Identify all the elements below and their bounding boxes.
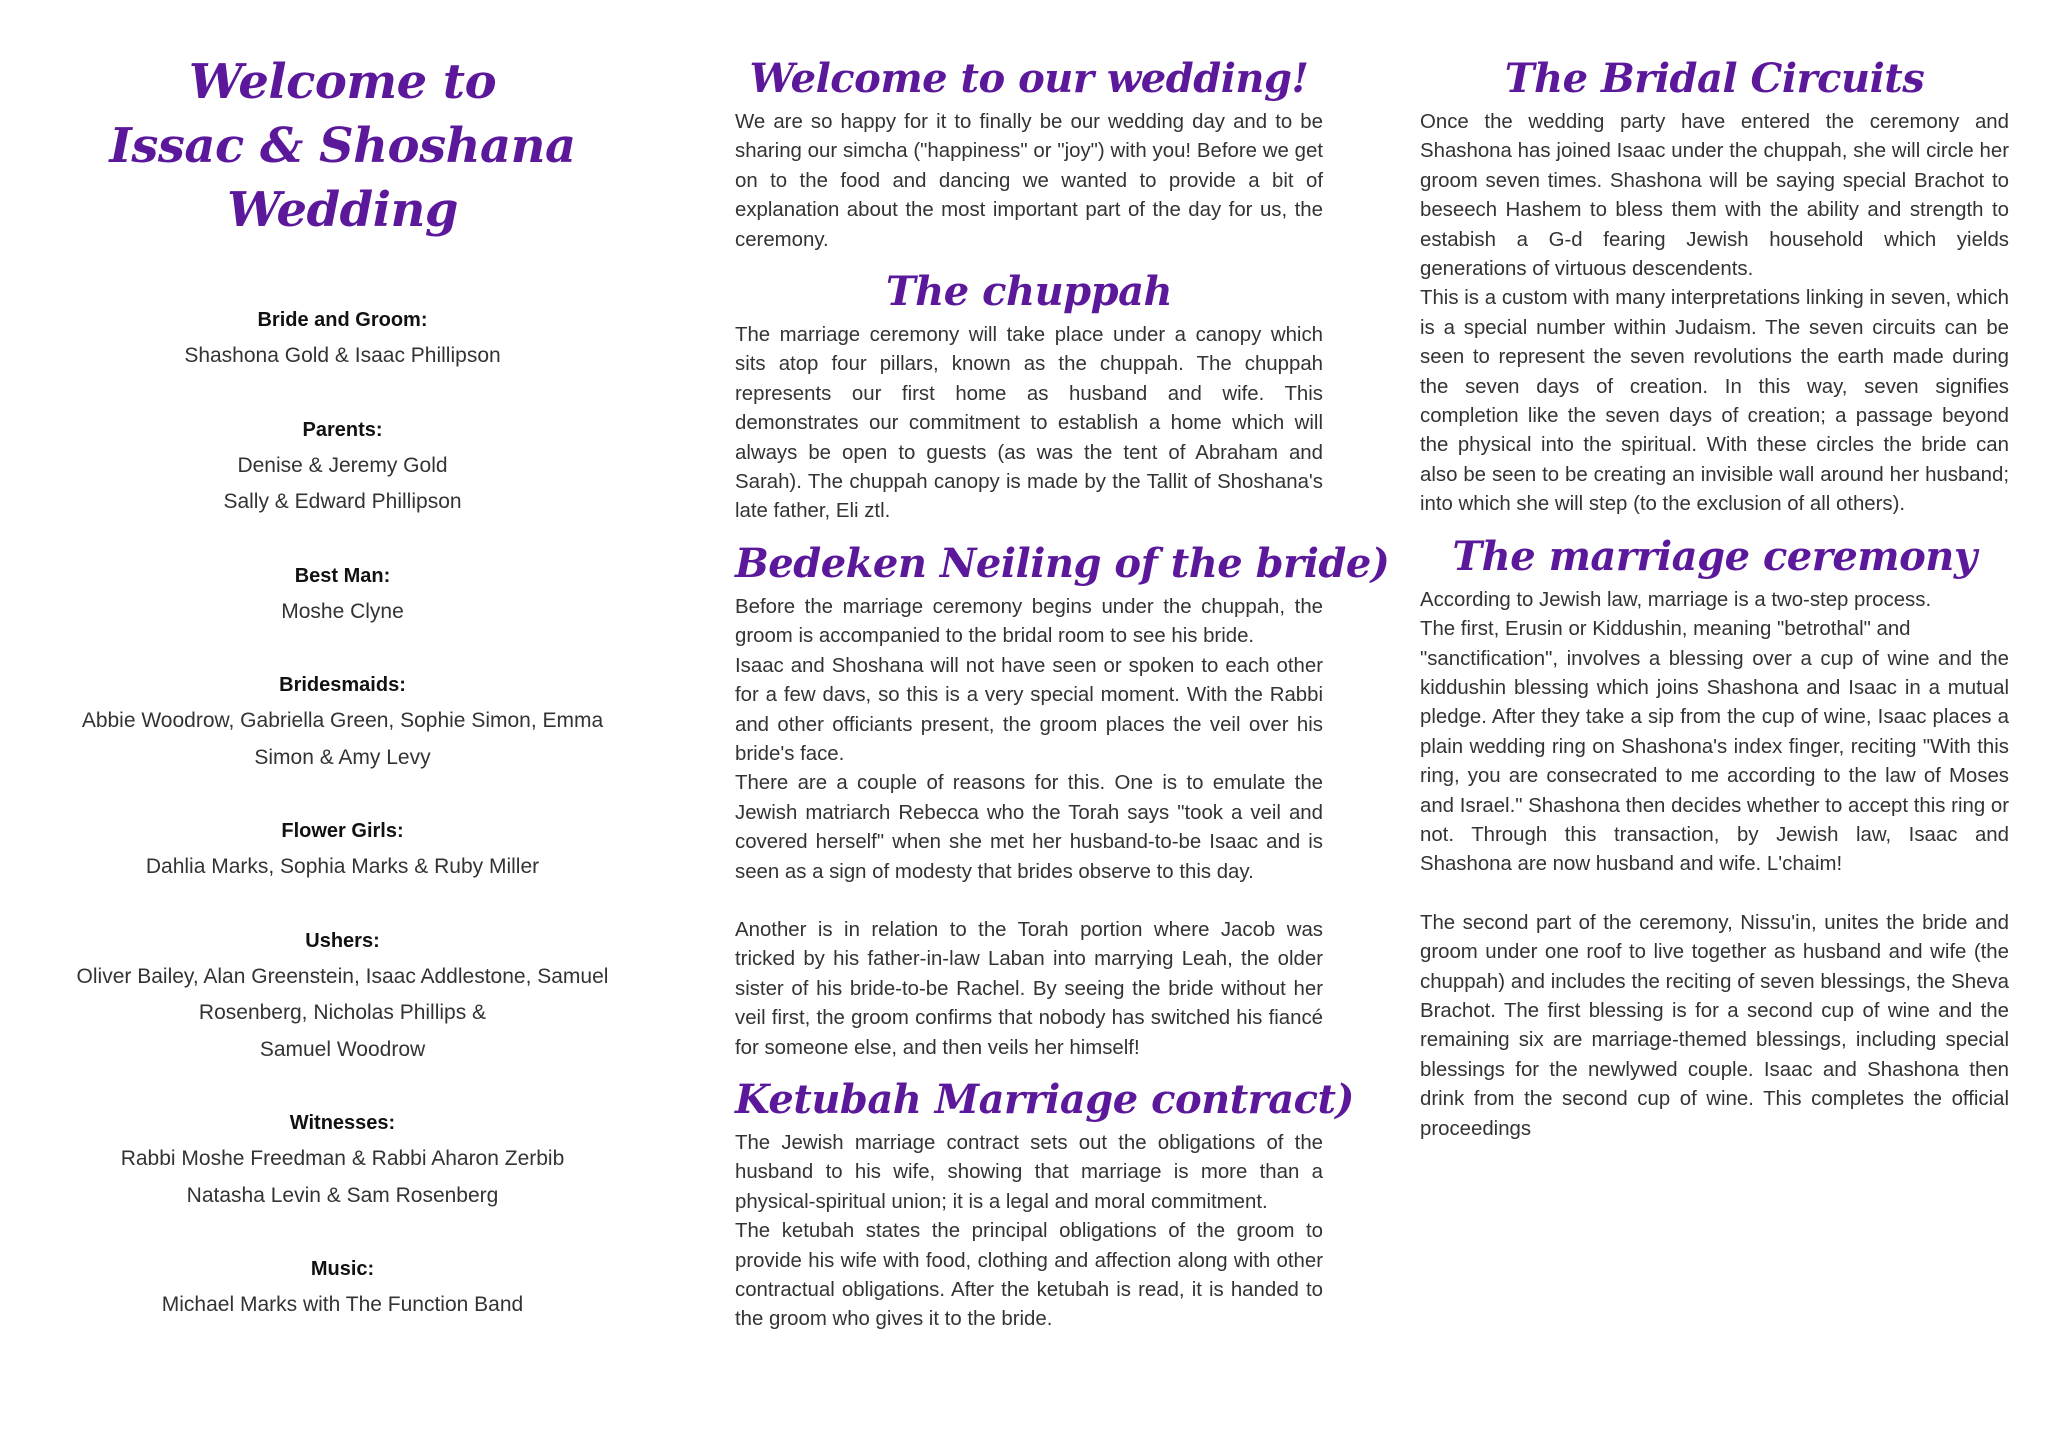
role-label: Bride and Groom: (257, 309, 428, 331)
section-heading: The marriage ceremony (1452, 532, 1977, 580)
section-paragraph: Another is in relation to the Torah portion where Jacob was tricked by his father-in-law Laban into marrying Leah, the older sister of his bride-to-be Rachel. By seeing the bride without her veil first, the groom confirms that nobody has switched his fiancé for someone else, and then veils her himself! (735, 918, 1323, 1059)
role-label: Witnesses: (289, 1112, 396, 1134)
role-label: Music: (310, 1258, 375, 1280)
section-paragraph: Before the marriage ceremony begins under the chuppah, the groom is accompanied to the bridal room to see his bride. (735, 595, 1323, 648)
cover-title-line: Issac & Shoshana (109, 118, 576, 174)
role-value: Sally & Edward Phillipson (223, 490, 462, 513)
section-marriage-ceremony (1420, 528, 2009, 1144)
role-value: Oliver Bailey, Alan Greenstein, Isaac Addlestone, Samuel (76, 964, 609, 988)
section-welcome (735, 50, 1323, 255)
section-heading: Bedeken Neiling of the bride) (735, 539, 1390, 587)
section-bridal-circuits (1420, 50, 2009, 520)
role-label: Ushers: (305, 929, 380, 952)
paragraph-spacer (1420, 880, 2009, 909)
section-heading: The Bridal Circuits (1504, 55, 1925, 102)
section-chuppah (735, 263, 1323, 527)
role-value: Denise & Jeremy Gold (237, 453, 448, 477)
cover-title (40, 50, 645, 242)
section-paragraph: "sanctification", involves a blessing over a cup of wine and the kiddushin blessing which joins Shashona and Isaac in a mutual pledge. After they take a sip from the cup of wine, Isaac places a plain wedding ring on Shashona's index finger, reciting "With this ring, you are consecrated to me according to the law of Moses and Israel." Shashona then decides whether to accept this ring or not. Through this transaction, by Jewish law, Isaac and Shashona are now husband and wife. L'chaim! (1420, 647, 2009, 876)
role-bride-and-groom (40, 302, 645, 375)
ceremony-explanation-column (735, 50, 1390, 1335)
role-value: Rosenberg, Nicholas Phillips & (198, 1001, 487, 1024)
section-paragraph: The Jewish marriage contract sets out the obligations of the husband to his wife, showing that marriage is more than a physical-spiritual union; it is a legal and moral commitment. (735, 1131, 1323, 1213)
section-heading: The chuppah (885, 268, 1173, 316)
section-heading: Ketubah Marriage contract) (735, 1075, 1354, 1123)
role-ushers (40, 923, 645, 1069)
role-value: Simon & Amy Levy (254, 745, 431, 769)
cover-title-line: Welcome to (188, 54, 497, 110)
role-value: Abbie Woodrow, Gabriella Green, Sophie Simon, Emma (81, 709, 604, 732)
section-paragraph: There are a couple of reasons for this. One is to emulate the Jewish matriarch Rebecca who the Torah says "took a veil and covered herself" when she met her husband-to-be Isaac and is seen as a sign of modesty that brides observe to this day. (735, 772, 1323, 883)
role-flower-girls (40, 813, 645, 886)
role-best-man (40, 558, 645, 631)
role-value: Rabbi Moshe Freedman & Rabbi Aharon Zerbib (120, 1147, 565, 1170)
ceremony-details-column (1420, 50, 2009, 1144)
role-bridesmaids (40, 667, 645, 776)
role-label: Parents: (302, 418, 383, 441)
role-value: Shashona Gold & Isaac Phillipson (184, 344, 501, 367)
section-paragraph: We are so happy for it to finally be our wedding day and to be sharing our simcha ("happiness" or "joy") with you! Before we get on to the food and dancing we wanted to provide a bit of explanation about the most important part of the day for us, the ceremony. (735, 111, 1323, 251)
section-paragraph: The second part of the ceremony, Nissu'in, unites the bride and groom under one roof to live together as husband and wife (the chuppah) and includes the reciting of seven blessings, the Sheva Brachot. The first blessing is for a second cup of wine and the remaining six are marriage-themed blessings, including special blessings for the newlywed couple. Isaac and Shashona then drink from the second cup of wine. This completes the official proceedings (1420, 911, 2009, 1140)
section-ketubah (735, 1071, 1354, 1335)
section-paragraph: Once the wedding party have entered the ceremony and Shashona has joined Isaac under the chuppah, she will circle her groom seven times. Shashona will be saying special Brachot to beseech Hashem to bless them with the ability and strength to estabish a G-d fearing Jewish household which yields generations of virtuous descendents. (1420, 111, 2009, 281)
role-music (40, 1251, 645, 1324)
role-witnesses (40, 1105, 645, 1214)
section-paragraph: This is a custom with many interpretations linking in seven, which is a special number within Judaism. The seven circuits can be seen to represent the seven revolutions the earth made during the seven days of creation. In this way, seven signifies completion like the seven days of creation; a passage beyond the physical into the spiritual. With these circles the bride can also be seen to be creating an invisible wall around her husband; into which she will step (to the exclusion of all others). (1420, 287, 2009, 516)
section-paragraph: According to Jewish law, marriage is a two-step process. (1420, 588, 1932, 611)
role-value: Samuel Woodrow (259, 1037, 426, 1061)
section-paragraph: Isaac and Shoshana will not have seen or spoken to each other for a few davs, so this is a very special moment. With the Rabbi and other officiants present, the groom places the veil over his bride's face. (735, 654, 1323, 765)
section-heading: Welcome to our wedding! (749, 55, 1309, 102)
program-cover-column (40, 50, 645, 1361)
role-value: Dahlia Marks, Sophia Marks & Ruby Miller (145, 855, 540, 878)
role-label: Best Man: (294, 564, 391, 587)
section-paragraph: The marriage ceremony will take place under a canopy which sits atop four pillars, known as the chuppah. The chuppah represents our first home as husband and wife. This demonstrates our commitment to establish a home which will always be open to guests (as was the tent of Abraham and Sarah). The chuppah canopy is made by the Tallit of Shoshana's late father, Eli ztl. (735, 324, 1323, 523)
role-value: Natasha Levin & Sam Rosenberg (186, 1183, 499, 1207)
wedding-party-list (40, 302, 645, 1324)
section-paragraph: The ketubah states the principal obligations of the groom to provide his wife with food, clothing and affection along with other contractual obligations. After the ketubah is read, it is handed to the groom who gives it to the bride. (735, 1220, 1323, 1331)
section-paragraph: The first, Erusin or Kiddushin, meaning "betrothal" and (1420, 618, 1911, 641)
role-value: Moshe Clyne (281, 599, 404, 623)
role-label: Flower Girls: (281, 820, 404, 842)
role-label: Bridesmaids: (279, 674, 406, 696)
paragraph-spacer (735, 887, 1323, 916)
cover-title-line: Wedding (227, 182, 458, 238)
section-bedeken (735, 535, 1390, 1063)
role-parents (40, 412, 645, 521)
role-value: Michael Marks with The Function Band (161, 1293, 524, 1316)
